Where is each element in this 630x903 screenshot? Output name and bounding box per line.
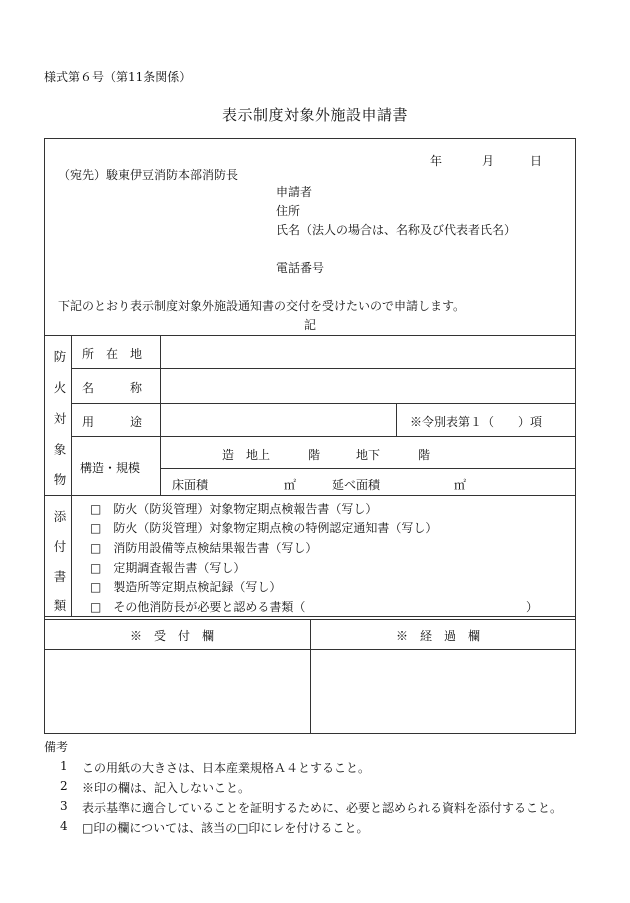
structure-type: 造 (222, 448, 235, 462)
divider (71, 436, 576, 437)
divider (44, 495, 576, 496)
ki-label: 記 (304, 318, 317, 332)
date-month: 月 (482, 154, 495, 168)
date-year: 年 (430, 154, 443, 168)
attachments-label-char: 付 (53, 539, 67, 554)
applicant-address[interactable]: 住所 (276, 204, 301, 218)
divider (396, 403, 397, 436)
attachment-checkbox-item[interactable]: □ その他消防長が必要と認める書類（ (90, 600, 306, 614)
appended-table-item: ※令別表第１（ ）項 (410, 415, 543, 429)
page-title: 表示制度対象外施設申請書 (221, 106, 408, 124)
addressee: （宛先）駿東伊豆消防本部消防長 (58, 168, 239, 182)
structure-scale-label: 構造・規模 (80, 461, 141, 475)
sqm-unit: ㎡ (454, 478, 467, 492)
sqm-unit: ㎡ (284, 478, 297, 492)
attachment-checkbox-item[interactable]: □ 消防用設備等点検結果報告書（写し） (90, 541, 318, 555)
total-floor-area-label: 延べ面積 (332, 478, 381, 492)
divider (160, 468, 576, 469)
floor-area-label: 床面積 (172, 478, 209, 492)
notes-title: 備考 (44, 740, 69, 754)
applicant-phone[interactable]: 電話番号 (276, 261, 325, 275)
note-number: 3 (60, 799, 68, 813)
divider (160, 335, 161, 495)
attachments-label-char: 添 (53, 509, 67, 524)
fire-object-label-char: 防 (53, 349, 67, 364)
progress-field[interactable] (311, 650, 575, 733)
reception-column-header: ※ 受 付 欄 (130, 629, 215, 643)
divider (44, 335, 576, 336)
name-label: 名 称 (82, 381, 143, 395)
progress-column-header: ※ 経 過 欄 (396, 629, 481, 643)
note-text: □印の欄については、該当の□印にレを付けること。 (82, 821, 369, 835)
use-label: 用 途 (82, 415, 143, 429)
note-text: この用紙の大きさは、日本産業規格Ａ４とすること。 (82, 761, 371, 775)
floors-label: 階 (418, 448, 431, 462)
request-statement: 下記のとおり表示制度対象外施設通知書の交付を受けたいので申請します。 (58, 299, 466, 313)
divider (71, 335, 72, 616)
above-ground-label: 地上 (246, 448, 271, 462)
note-text: ※印の欄は、記入しないこと。 (82, 781, 251, 795)
note-number: 4 (60, 819, 68, 833)
floors-label: 階 (308, 448, 321, 462)
note-number: 1 (60, 759, 68, 773)
applicant-label: 申請者 (276, 185, 313, 199)
divider (44, 616, 576, 617)
close-paren: ） (526, 600, 539, 614)
fire-object-label-char: 象 (53, 442, 67, 457)
attachments-label-char: 類 (53, 598, 67, 613)
note-text: 表示基準に適合していることを証明するために、必要と認められる資料を添付すること。 (82, 801, 563, 815)
reception-field[interactable] (45, 650, 309, 733)
below-ground-label: 地下 (356, 448, 381, 462)
divider (71, 368, 576, 369)
location-label: 所 在 地 (82, 347, 143, 361)
attachment-checkbox-item[interactable]: □ 定期調査報告書（写し） (90, 561, 246, 575)
attachment-checkbox-item[interactable]: □ 防火（防災管理）対象物定期点検の特例認定通知書（写し） (90, 521, 438, 535)
date-day: 日 (530, 154, 543, 168)
attachments-label-char: 書 (53, 569, 67, 584)
fire-object-label-char: 対 (53, 411, 67, 426)
fire-object-label-char: 物 (53, 472, 67, 487)
note-number: 2 (60, 779, 68, 793)
form-number: 様式第６号（第11条関係） (44, 70, 192, 84)
attachment-checkbox-item[interactable]: □ 製造所等定期点検記録（写し） (90, 580, 282, 594)
attachment-checkbox-item[interactable]: □ 防火（防災管理）対象物定期点検報告書（写し） (90, 502, 378, 516)
applicant-name[interactable]: 氏名（法人の場合は、名称及び代表者氏名） (276, 223, 517, 237)
fire-object-label-char: 火 (53, 380, 67, 395)
divider (71, 403, 576, 404)
